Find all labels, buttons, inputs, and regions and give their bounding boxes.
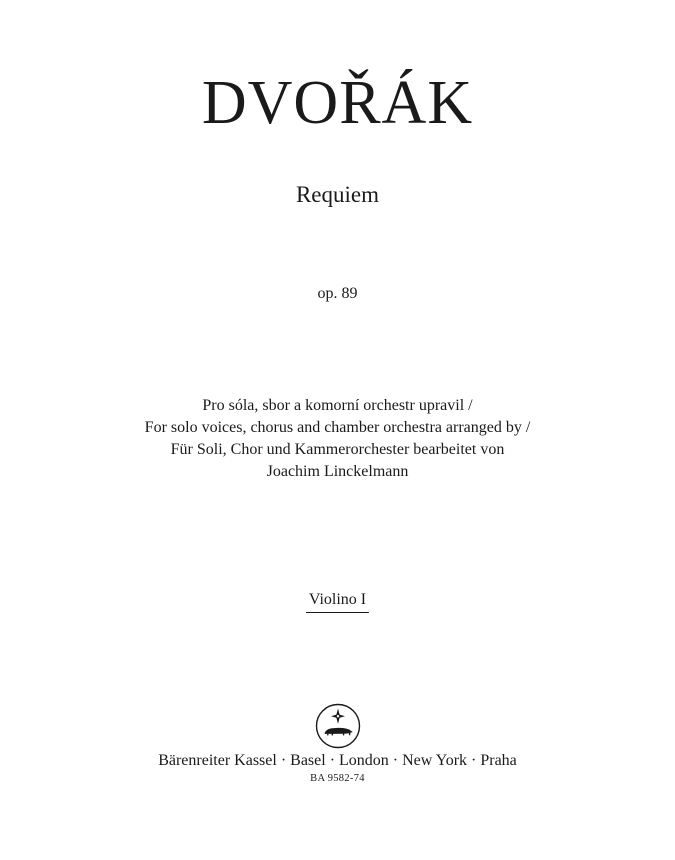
part-name: Violino I xyxy=(306,592,369,613)
arrangement-credit xyxy=(0,395,675,483)
arrangement-line-german: Für Soli, Chor und Kammerorchester bearbeitet von xyxy=(170,441,505,458)
part-label xyxy=(0,591,675,613)
catalog-number: BA 9582-74 xyxy=(310,773,365,784)
publisher-line: Bärenreiter Kassel · Basel · London · New York · Praha xyxy=(158,752,517,769)
bear-star-logo-icon xyxy=(314,702,362,750)
opus-number: op. 89 xyxy=(317,285,358,302)
arrangement-line-czech: Pro sóla, sbor a komorní orchestr upravil / xyxy=(202,397,473,414)
composer-name: DVOŘÁK xyxy=(201,69,474,137)
arrangement-line-english: For solo voices, chorus and chamber orchestra arranged by / xyxy=(144,419,531,436)
publisher-logo xyxy=(0,702,675,750)
arranger-name: Joachim Linckelmann xyxy=(266,463,409,480)
work-title: Requiem xyxy=(295,182,380,207)
